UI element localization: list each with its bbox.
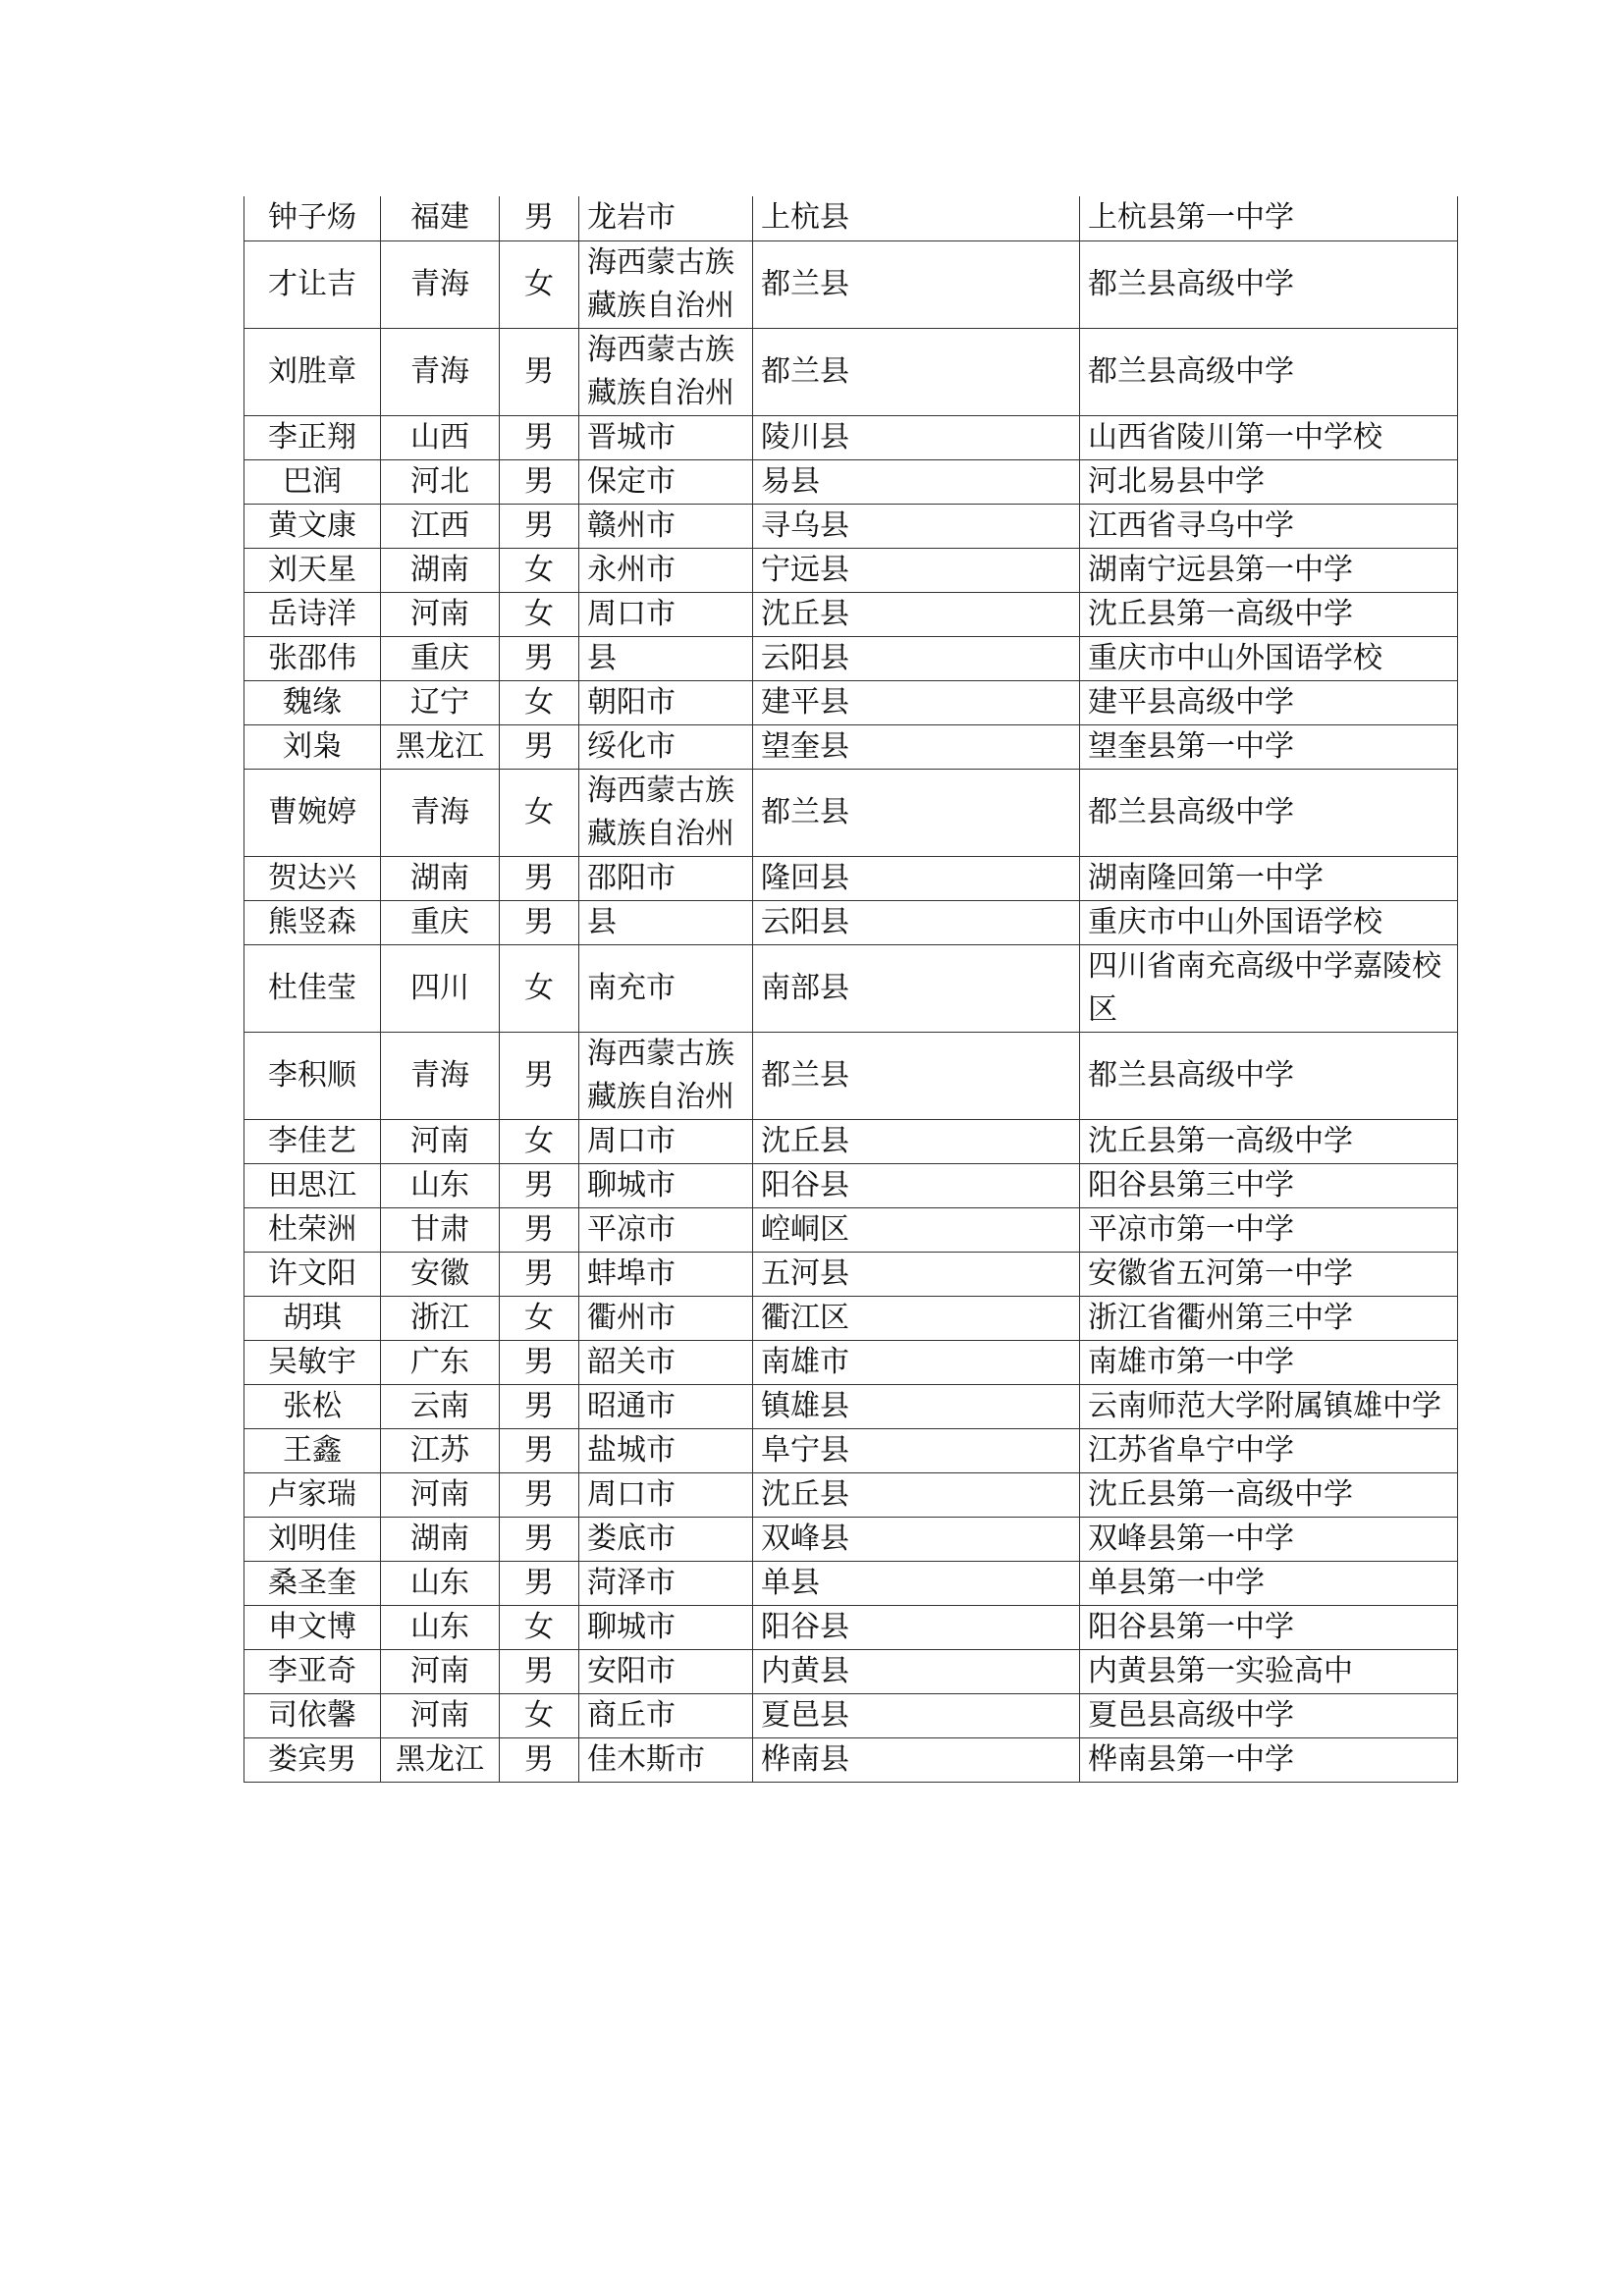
table-row bbox=[244, 1517, 1458, 1561]
school-cell: 内黄县第一实验高中 bbox=[1080, 1649, 1458, 1693]
table-row bbox=[244, 1119, 1458, 1163]
student-name-cell: 钟子炀 bbox=[244, 196, 381, 240]
student-name-cell: 张邵伟 bbox=[244, 636, 381, 680]
province-cell: 青海 bbox=[381, 328, 500, 415]
table-row bbox=[244, 415, 1458, 459]
county-cell: 衢江区 bbox=[753, 1296, 1080, 1340]
gender-cell: 男 bbox=[500, 1252, 579, 1296]
school-cell: 山西省陵川第一中学校 bbox=[1080, 415, 1458, 459]
table-row bbox=[244, 724, 1458, 769]
city-cell: 朝阳市 bbox=[579, 680, 753, 724]
county-cell: 沈丘县 bbox=[753, 592, 1080, 636]
province-cell: 福建 bbox=[381, 196, 500, 240]
school-cell: 阳谷县第三中学 bbox=[1080, 1163, 1458, 1207]
city-cell: 邵阳市 bbox=[579, 856, 753, 900]
school-cell: 都兰县高级中学 bbox=[1080, 769, 1458, 856]
table-row bbox=[244, 1649, 1458, 1693]
city-cell: 商丘市 bbox=[579, 1693, 753, 1737]
gender-cell: 男 bbox=[500, 1032, 579, 1119]
roster-sheet bbox=[244, 196, 1457, 1783]
province-cell: 山东 bbox=[381, 1163, 500, 1207]
county-cell: 都兰县 bbox=[753, 1032, 1080, 1119]
student-name-cell: 司依馨 bbox=[244, 1693, 381, 1737]
city-cell: 周口市 bbox=[579, 1119, 753, 1163]
city-cell: 南充市 bbox=[579, 944, 753, 1032]
school-cell: 重庆市中山外国语学校 bbox=[1080, 900, 1458, 944]
province-cell: 四川 bbox=[381, 944, 500, 1032]
table-row bbox=[244, 1384, 1458, 1428]
gender-cell: 男 bbox=[500, 900, 579, 944]
county-cell: 都兰县 bbox=[753, 769, 1080, 856]
table-row bbox=[244, 1340, 1458, 1384]
province-cell: 青海 bbox=[381, 1032, 500, 1119]
gender-cell: 女 bbox=[500, 680, 579, 724]
county-cell: 内黄县 bbox=[753, 1649, 1080, 1693]
school-cell: 桦南县第一中学 bbox=[1080, 1737, 1458, 1782]
province-cell: 江苏 bbox=[381, 1428, 500, 1472]
gender-cell: 男 bbox=[500, 328, 579, 415]
province-cell: 河南 bbox=[381, 1693, 500, 1737]
county-cell: 上杭县 bbox=[753, 196, 1080, 240]
school-cell: 夏邑县高级中学 bbox=[1080, 1693, 1458, 1737]
city-cell: 海西蒙古族藏族自治州 bbox=[579, 1032, 753, 1119]
gender-cell: 男 bbox=[500, 1517, 579, 1561]
table-row bbox=[244, 1252, 1458, 1296]
province-cell: 河南 bbox=[381, 592, 500, 636]
province-cell: 重庆 bbox=[381, 900, 500, 944]
province-cell: 甘肃 bbox=[381, 1207, 500, 1252]
gender-cell: 女 bbox=[500, 548, 579, 592]
city-cell: 县 bbox=[579, 900, 753, 944]
student-name-cell: 李亚奇 bbox=[244, 1649, 381, 1693]
gender-cell: 男 bbox=[500, 1207, 579, 1252]
gender-cell: 女 bbox=[500, 240, 579, 328]
province-cell: 黑龙江 bbox=[381, 1737, 500, 1782]
table-row bbox=[244, 196, 1458, 240]
school-cell: 湖南隆回第一中学 bbox=[1080, 856, 1458, 900]
student-name-cell: 曹婉婷 bbox=[244, 769, 381, 856]
county-cell: 镇雄县 bbox=[753, 1384, 1080, 1428]
county-cell: 五河县 bbox=[753, 1252, 1080, 1296]
county-cell: 沈丘县 bbox=[753, 1119, 1080, 1163]
table-row bbox=[244, 1605, 1458, 1649]
province-cell: 辽宁 bbox=[381, 680, 500, 724]
school-cell: 湖南宁远县第一中学 bbox=[1080, 548, 1458, 592]
gender-cell: 女 bbox=[500, 769, 579, 856]
gender-cell: 女 bbox=[500, 1605, 579, 1649]
gender-cell: 男 bbox=[500, 1737, 579, 1782]
city-cell: 韶关市 bbox=[579, 1340, 753, 1384]
student-name-cell: 申文博 bbox=[244, 1605, 381, 1649]
county-cell: 沈丘县 bbox=[753, 1472, 1080, 1517]
student-name-cell: 李积顺 bbox=[244, 1032, 381, 1119]
province-cell: 青海 bbox=[381, 240, 500, 328]
student-name-cell: 李正翔 bbox=[244, 415, 381, 459]
city-cell: 周口市 bbox=[579, 592, 753, 636]
gender-cell: 女 bbox=[500, 592, 579, 636]
school-cell: 沈丘县第一高级中学 bbox=[1080, 1472, 1458, 1517]
city-cell: 赣州市 bbox=[579, 504, 753, 548]
county-cell: 云阳县 bbox=[753, 900, 1080, 944]
table-row bbox=[244, 1207, 1458, 1252]
province-cell: 江西 bbox=[381, 504, 500, 548]
province-cell: 河南 bbox=[381, 1119, 500, 1163]
student-name-cell: 魏缘 bbox=[244, 680, 381, 724]
student-name-cell: 熊竖森 bbox=[244, 900, 381, 944]
gender-cell: 男 bbox=[500, 415, 579, 459]
school-cell: 沈丘县第一高级中学 bbox=[1080, 592, 1458, 636]
city-cell: 周口市 bbox=[579, 1472, 753, 1517]
gender-cell: 男 bbox=[500, 1340, 579, 1384]
city-cell: 永州市 bbox=[579, 548, 753, 592]
table-row bbox=[244, 1032, 1458, 1119]
city-cell: 盐城市 bbox=[579, 1428, 753, 1472]
student-name-cell: 刘天星 bbox=[244, 548, 381, 592]
student-name-cell: 刘枭 bbox=[244, 724, 381, 769]
province-cell: 山东 bbox=[381, 1561, 500, 1605]
county-cell: 易县 bbox=[753, 459, 1080, 504]
student-name-cell: 才让吉 bbox=[244, 240, 381, 328]
student-name-cell: 巴润 bbox=[244, 459, 381, 504]
student-name-cell: 刘胜章 bbox=[244, 328, 381, 415]
province-cell: 山东 bbox=[381, 1605, 500, 1649]
table-row bbox=[244, 680, 1458, 724]
county-cell: 桦南县 bbox=[753, 1737, 1080, 1782]
county-cell: 南部县 bbox=[753, 944, 1080, 1032]
city-cell: 绥化市 bbox=[579, 724, 753, 769]
table-row bbox=[244, 1737, 1458, 1782]
table-row bbox=[244, 944, 1458, 1032]
county-cell: 双峰县 bbox=[753, 1517, 1080, 1561]
student-name-cell: 桑圣奎 bbox=[244, 1561, 381, 1605]
city-cell: 平凉市 bbox=[579, 1207, 753, 1252]
school-cell: 双峰县第一中学 bbox=[1080, 1517, 1458, 1561]
table-row bbox=[244, 856, 1458, 900]
student-name-cell: 娄宾男 bbox=[244, 1737, 381, 1782]
table-row bbox=[244, 504, 1458, 548]
city-cell: 聊城市 bbox=[579, 1605, 753, 1649]
county-cell: 陵川县 bbox=[753, 415, 1080, 459]
table-row bbox=[244, 1693, 1458, 1737]
city-cell: 龙岩市 bbox=[579, 196, 753, 240]
student-name-cell: 刘明佳 bbox=[244, 1517, 381, 1561]
gender-cell: 男 bbox=[500, 1561, 579, 1605]
city-cell: 衢州市 bbox=[579, 1296, 753, 1340]
school-cell: 上杭县第一中学 bbox=[1080, 196, 1458, 240]
province-cell: 湖南 bbox=[381, 548, 500, 592]
city-cell: 娄底市 bbox=[579, 1517, 753, 1561]
student-roster-table bbox=[244, 196, 1458, 1783]
province-cell: 安徽 bbox=[381, 1252, 500, 1296]
table-row bbox=[244, 769, 1458, 856]
county-cell: 阳谷县 bbox=[753, 1605, 1080, 1649]
province-cell: 青海 bbox=[381, 769, 500, 856]
city-cell: 晋城市 bbox=[579, 415, 753, 459]
student-name-cell: 贺达兴 bbox=[244, 856, 381, 900]
gender-cell: 男 bbox=[500, 1649, 579, 1693]
table-row bbox=[244, 1472, 1458, 1517]
province-cell: 重庆 bbox=[381, 636, 500, 680]
county-cell: 阜宁县 bbox=[753, 1428, 1080, 1472]
city-cell: 安阳市 bbox=[579, 1649, 753, 1693]
gender-cell: 男 bbox=[500, 1163, 579, 1207]
student-name-cell: 田思江 bbox=[244, 1163, 381, 1207]
table-row bbox=[244, 459, 1458, 504]
table-row bbox=[244, 1296, 1458, 1340]
gender-cell: 男 bbox=[500, 1384, 579, 1428]
student-name-cell: 王鑫 bbox=[244, 1428, 381, 1472]
province-cell: 河南 bbox=[381, 1649, 500, 1693]
school-cell: 都兰县高级中学 bbox=[1080, 240, 1458, 328]
table-row bbox=[244, 1561, 1458, 1605]
student-name-cell: 吴敏宇 bbox=[244, 1340, 381, 1384]
gender-cell: 男 bbox=[500, 856, 579, 900]
table-row bbox=[244, 592, 1458, 636]
school-cell: 单县第一中学 bbox=[1080, 1561, 1458, 1605]
county-cell: 阳谷县 bbox=[753, 1163, 1080, 1207]
gender-cell: 女 bbox=[500, 1693, 579, 1737]
school-cell: 江苏省阜宁中学 bbox=[1080, 1428, 1458, 1472]
city-cell: 保定市 bbox=[579, 459, 753, 504]
school-cell: 云南师范大学附属镇雄中学 bbox=[1080, 1384, 1458, 1428]
province-cell: 湖南 bbox=[381, 856, 500, 900]
school-cell: 平凉市第一中学 bbox=[1080, 1207, 1458, 1252]
city-cell: 聊城市 bbox=[579, 1163, 753, 1207]
county-cell: 南雄市 bbox=[753, 1340, 1080, 1384]
gender-cell: 男 bbox=[500, 1428, 579, 1472]
student-name-cell: 许文阳 bbox=[244, 1252, 381, 1296]
county-cell: 宁远县 bbox=[753, 548, 1080, 592]
city-cell: 县 bbox=[579, 636, 753, 680]
school-cell: 都兰县高级中学 bbox=[1080, 1032, 1458, 1119]
city-cell: 海西蒙古族藏族自治州 bbox=[579, 328, 753, 415]
table-row bbox=[244, 328, 1458, 415]
city-cell: 蚌埠市 bbox=[579, 1252, 753, 1296]
school-cell: 沈丘县第一高级中学 bbox=[1080, 1119, 1458, 1163]
table-row bbox=[244, 240, 1458, 328]
student-name-cell: 卢家瑞 bbox=[244, 1472, 381, 1517]
city-cell: 海西蒙古族藏族自治州 bbox=[579, 240, 753, 328]
county-cell: 望奎县 bbox=[753, 724, 1080, 769]
school-cell: 阳谷县第一中学 bbox=[1080, 1605, 1458, 1649]
gender-cell: 男 bbox=[500, 504, 579, 548]
county-cell: 单县 bbox=[753, 1561, 1080, 1605]
county-cell: 云阳县 bbox=[753, 636, 1080, 680]
county-cell: 崆峒区 bbox=[753, 1207, 1080, 1252]
gender-cell: 男 bbox=[500, 636, 579, 680]
school-cell: 都兰县高级中学 bbox=[1080, 328, 1458, 415]
student-name-cell: 李佳艺 bbox=[244, 1119, 381, 1163]
province-cell: 河北 bbox=[381, 459, 500, 504]
student-name-cell: 张松 bbox=[244, 1384, 381, 1428]
gender-cell: 女 bbox=[500, 1119, 579, 1163]
roster-body bbox=[244, 196, 1458, 1782]
county-cell: 寻乌县 bbox=[753, 504, 1080, 548]
gender-cell: 男 bbox=[500, 459, 579, 504]
province-cell: 黑龙江 bbox=[381, 724, 500, 769]
school-cell: 望奎县第一中学 bbox=[1080, 724, 1458, 769]
province-cell: 浙江 bbox=[381, 1296, 500, 1340]
table-row bbox=[244, 900, 1458, 944]
city-cell: 昭通市 bbox=[579, 1384, 753, 1428]
table-row bbox=[244, 636, 1458, 680]
school-cell: 浙江省衢州第三中学 bbox=[1080, 1296, 1458, 1340]
gender-cell: 女 bbox=[500, 1296, 579, 1340]
school-cell: 建平县高级中学 bbox=[1080, 680, 1458, 724]
city-cell: 海西蒙古族藏族自治州 bbox=[579, 769, 753, 856]
school-cell: 重庆市中山外国语学校 bbox=[1080, 636, 1458, 680]
province-cell: 湖南 bbox=[381, 1517, 500, 1561]
school-cell: 南雄市第一中学 bbox=[1080, 1340, 1458, 1384]
student-name-cell: 杜荣洲 bbox=[244, 1207, 381, 1252]
gender-cell: 男 bbox=[500, 1472, 579, 1517]
county-cell: 隆回县 bbox=[753, 856, 1080, 900]
county-cell: 都兰县 bbox=[753, 240, 1080, 328]
student-name-cell: 杜佳莹 bbox=[244, 944, 381, 1032]
school-cell: 江西省寻乌中学 bbox=[1080, 504, 1458, 548]
school-cell: 河北易县中学 bbox=[1080, 459, 1458, 504]
gender-cell: 男 bbox=[500, 724, 579, 769]
table-row bbox=[244, 1163, 1458, 1207]
county-cell: 都兰县 bbox=[753, 328, 1080, 415]
province-cell: 河南 bbox=[381, 1472, 500, 1517]
student-name-cell: 黄文康 bbox=[244, 504, 381, 548]
school-cell: 安徽省五河第一中学 bbox=[1080, 1252, 1458, 1296]
province-cell: 云南 bbox=[381, 1384, 500, 1428]
student-name-cell: 岳诗洋 bbox=[244, 592, 381, 636]
city-cell: 佳木斯市 bbox=[579, 1737, 753, 1782]
province-cell: 山西 bbox=[381, 415, 500, 459]
student-name-cell: 胡琪 bbox=[244, 1296, 381, 1340]
city-cell: 菏泽市 bbox=[579, 1561, 753, 1605]
gender-cell: 女 bbox=[500, 944, 579, 1032]
county-cell: 夏邑县 bbox=[753, 1693, 1080, 1737]
table-row bbox=[244, 1428, 1458, 1472]
county-cell: 建平县 bbox=[753, 680, 1080, 724]
table-row bbox=[244, 548, 1458, 592]
school-cell: 四川省南充高级中学嘉陵校区 bbox=[1080, 944, 1458, 1032]
province-cell: 广东 bbox=[381, 1340, 500, 1384]
gender-cell: 男 bbox=[500, 196, 579, 240]
